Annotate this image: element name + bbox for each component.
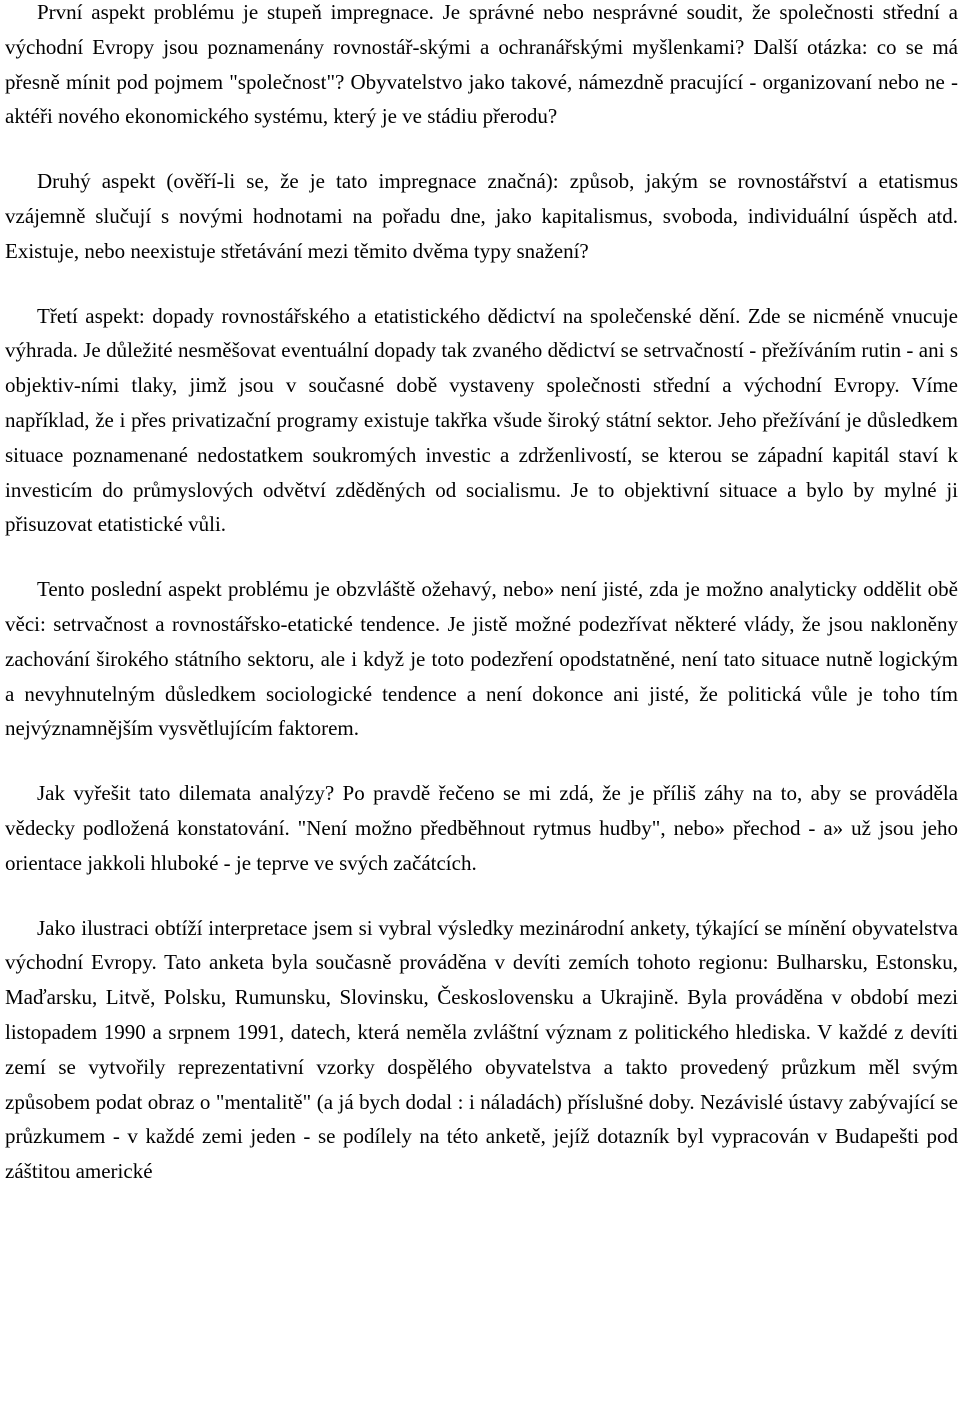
paragraph-2: Druhý aspekt (ověří-li se, že je tato impregnace značná): způsob, jakým se rovnostářství a etatismus vzájemně slučují s novými hodnotami na pořadu dne, jako kapitalismus, svoboda, individuální úspěch atd. Existuje, nebo neexistuje střetávání mezi těmito dvěma typy snažení? xyxy=(5,169,958,263)
paragraph-1: První aspekt problému je stupeň impregnace. Je správné nebo nesprávné soudit, že společnosti střední a východní Evropy jsou poznamenány rovnostář-skými a ochranářskými myšlenkami? Další otázka: co se má přesně mínit pod pojmem "společnost"? Obyvatelstvo jako takové, námezdně pracující - organizovaní nebo ne - aktéři nového ekonomického systému, který je ve stádiu přerodu? xyxy=(5,0,958,129)
paragraph-gap xyxy=(5,881,958,911)
paragraph-gap xyxy=(5,542,958,572)
paragraph-4: Tento poslední aspekt problému je obzvláště ožehavý, nebo» není jisté, zda je možno analyticky oddělit obě věci: setrvačnost a rovnostářsko-etatické tendence. Je jistě možné podezřívat některé vlády, že jsou nakloněny zachování širokého státního sektoru, ale i když je toto podezření opodstatněné, není tato situace nutně logickým a nevyhnutelným důsledkem sociologické tendence a není dokonce ani jisté, že politická vůle je toho tím nejvýznamnějším vysvětlujícím faktorem. xyxy=(5,577,958,741)
paragraph-5: Jak vyřešit tato dilemata analýzy? Po pravdě řečeno se mi zdá, že je příliš záhy na to, aby se prováděla vědecky podložená konstatování. "Není možno předběhnout rytmus hudby", nebo» přechod - a» už jsou jeho orientace jakkoli hluboké - je teprve ve svých začátcích. xyxy=(5,781,958,875)
paragraph-gap xyxy=(5,746,958,776)
document-page xyxy=(5,0,958,1189)
paragraph-gap xyxy=(5,269,958,299)
paragraph-gap xyxy=(5,134,958,164)
paragraph-3: Třetí aspekt: dopady rovnostářského a etatistického dědictví na společenské dění. Zde se nicméně vnucuje výhrada. Je důležité nesměšovat eventuální dopady tak zvaného dědictví se setrvačností - přežíváním rutin - ani s objektiv-ními tlaky, jimž jsou v současné době vystaveny společnosti střední a východní Evropy. Víme například, že i přes privatizační programy existuje takřka všude široký státní sektor. Jeho přežívání je důsledkem situace poznamenané nedostatkem soukromých investic a zdrženlivostí, se kterou se západní kapitál staví k investicím do průmyslových odvětví zděděných od socialismu. Je to objektivní situace a bylo by mylné ji přisuzovat etatistické vůli. xyxy=(5,303,958,537)
paragraph-6: Jako ilustraci obtíží interpretace jsem si vybral výsledky mezinárodní ankety, týkající se mínění obyvatelstva východní Evropy. Tato anketa byla současně prováděna v devíti zemích tohoto regionu: Bulharsku, Estonsku, Maďarsku, Litvě, Polsku, Rumunsku, Slovinsku, Československu a Ukrajině. Byla prováděna v období mezi listopadem 1990 a srpnem 1991, datech, která neměla zvláštní význam z politického hlediska. V každé z devíti zemí se vytvořily reprezentativní vzorky dospělého obyvatelstva a takto provedený průzkum měl svým způsobem podat obraz o "mentalitě" (a já bych dodal : i náladách) příslušné doby. Nezávislé ústavy zabývající se průzkumem - v každé zemi jeden - se podílely na této anketě, jejíž dotazník byl vypracován v Budapešti pod záštitou americké xyxy=(5,915,958,1184)
